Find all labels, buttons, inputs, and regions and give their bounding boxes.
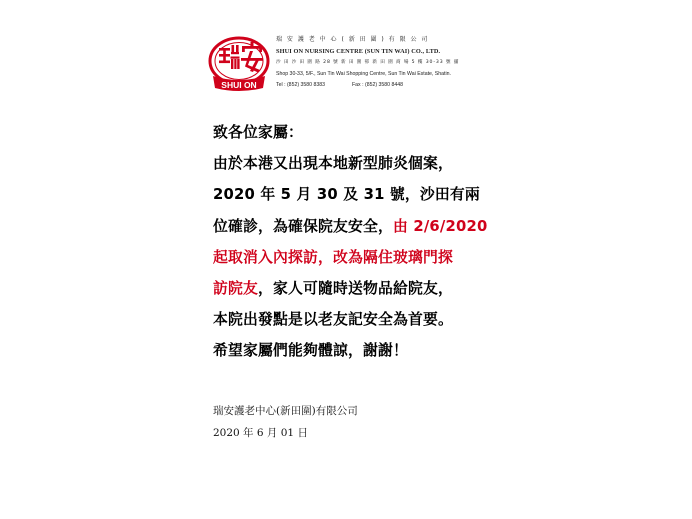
notice-line-6: [213, 273, 481, 304]
telephone: Tel : (852) 3580 8383: [276, 82, 326, 88]
address-zh: 沙 田 沙 田 圍 路 28 號 新 田 圍 邨 新 田 圍 商 場 5 樓 30-33 號 舖: [276, 60, 460, 65]
letterhead: [206, 34, 496, 96]
notice-line-3: 2020 年 5 月 30 及 31 號，沙田有兩: [213, 186, 480, 204]
notice-body: [213, 117, 488, 367]
notice-highlight-date: 由 2/6/2020: [392, 217, 488, 235]
company-name-zh: 瑞 安 護 老 中 心 ( 新 田 圍 ) 有 限 公 司: [276, 36, 429, 43]
shui-on-logo: [206, 34, 272, 96]
notice-salutation: 致各位家屬：: [213, 124, 303, 141]
shui-on-logo-graphic: [206, 34, 272, 96]
notice-line-6-text: ，家人可隨時送物品給院友，: [258, 280, 453, 298]
notice-highlight-visit: 訪院友: [213, 280, 258, 298]
notice-closing: 希望家屬們能夠體諒，謝謝！: [213, 342, 408, 360]
signature-block: [213, 400, 358, 444]
logo-banner-text: SHUI ON: [221, 80, 257, 90]
notice-line-2: 由於本港又出現本地新型肺炎個案，: [213, 155, 453, 173]
signature-date: 2020 年 6 月 01 日: [213, 427, 308, 439]
notice-line-5-highlight: 起取消入內探訪，改為隔住玻璃門探: [213, 248, 453, 266]
signature-company: 瑞安護老中心(新田圍)有限公司: [213, 405, 358, 417]
contact-line: [276, 80, 506, 92]
notice-line-7: 本院出發點是以老友記安全為首要。: [213, 311, 453, 329]
address-en: Shop 30-33, 5/F., Sun Tin Wai Shopping Centre, Sun Tin Wai Estate, Shatin.: [276, 70, 451, 77]
fax: Fax : (852) 3580 8448: [352, 82, 404, 88]
notice-line-4: [213, 211, 488, 242]
notice-line-4-text: 位確診，為確保院友安全，: [213, 217, 393, 235]
company-info: [276, 34, 506, 92]
company-name-en: SHUI ON NURSING CENTRE (SUN TIN WAI) CO., LTD.: [276, 47, 441, 55]
